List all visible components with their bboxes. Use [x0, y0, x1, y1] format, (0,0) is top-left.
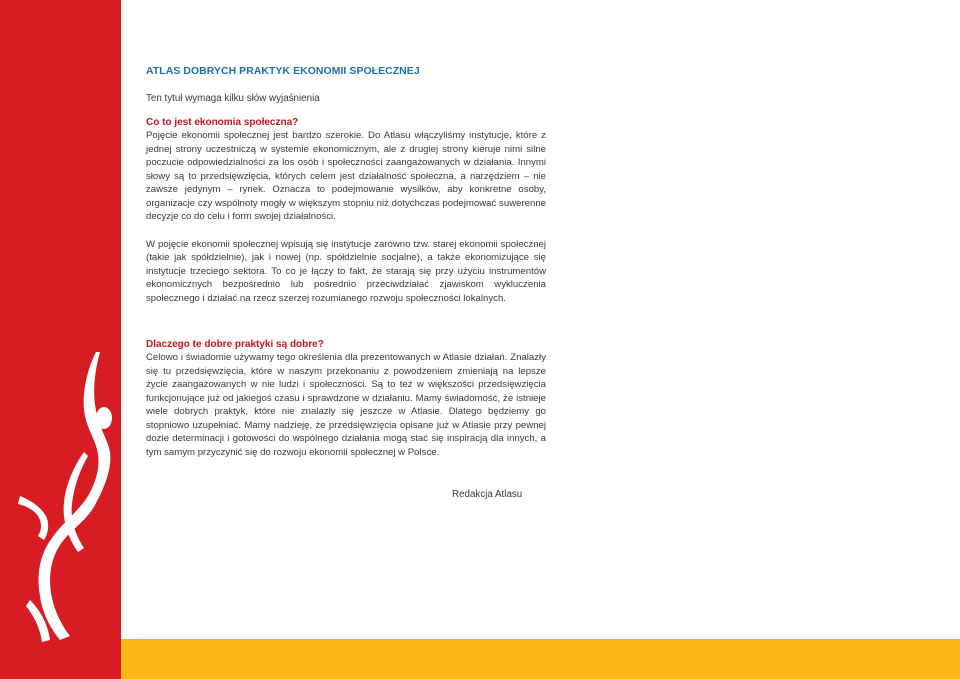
section-paragraph: Pojęcie ekonomii społecznej jest bardzo szerokie. Do Atlasu włączyliśmy instytucje, które z jednej strony uczestniczą w systemie ekonomicznym, ale z drugiej strony kieruje nimi silne poczucie odpowiedzialności za los osób i społeczności zaangażowanych w działania. Innymi słowy są to przedsięwzięcia, których celem jest działalność społeczna, a narzędziem – nie zawsze jedynym – rynek. Oznacza to podejmowanie wysiłków, aby konkretne osoby, organizacje czy wspólnoty mogły w większym stopniu niż dotychczas podejmować suwerenne decyzje co do celu i form swojej działalności. — [146, 130, 546, 223]
human-figure-logo — [0, 0, 121, 679]
bottom-yellow-band — [121, 639, 960, 679]
section-heading: Dlaczego te dobre praktyki są dobre? — [146, 339, 324, 350]
signature: Redakcja Atlasu — [452, 489, 523, 500]
document-title: ATLAS DOBRYCH PRAKTYK EKONOMII SPOŁECZNEJ — [146, 66, 420, 77]
section-why-good-practices — [146, 338, 546, 459]
section-what-is-social-economy — [146, 116, 546, 305]
section-paragraph: Celowo i świadomie używamy tego określenia dla prezentowanych w Atlasie działań. Znalazły się tu przedsięwzięcia, które w naszym przekonaniu z powodzeniem zmieniają na lepsze życie zaangażowanych w nie ludzi i społeczności. Są to też w większości przedsięwzięcia funkcjonujące już od jakiegoś czasu i sprawdzone w działaniu. Mamy świadomość, że istnieje wiele dobrych praktyk, które nie znalazły się jeszcze w Atlasie. Dlatego będziemy go stopniowo uzupełniać. Mamy nadzieję, że przedsięwzięcia opisane już w Atlasie przy pewnej dozie determinacji i gotowości do wspólnego działania mogą stać się inspiracją dla innych, a tym samym przyczynić się do rozwoju ekonomii społecznej w Polsce. — [146, 352, 546, 458]
section-heading: Co to jest ekonomia społeczna? — [146, 117, 299, 128]
document-subtitle: Ten tytuł wymaga kilku słów wyjaśnienia — [146, 93, 320, 104]
section-paragraph: W pojęcie ekonomii społecznej wpisują się instytucje zarówno tzw. starej ekonomii społecznej (takie jak spółdzielnie), jak i nowej (np. spółdzielnie socjalne), a także ekonomizujące się instytucje trzeciego sektora. To co je łączy to fakt, że starają się przy użyciu instrumentów ekonomicznych bezpośrednio lub pośrednio przeciwdziałać zjawiskom wykluczenia społecznego i działać na rzecz szerzej rozumianego rozwoju społeczności lokalnych. — [146, 238, 546, 304]
left-red-band — [0, 0, 121, 679]
